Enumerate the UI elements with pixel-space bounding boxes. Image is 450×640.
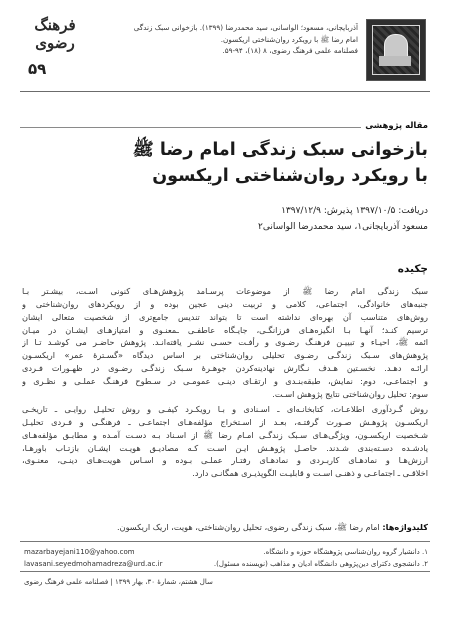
received-accepted-dates: دریافت: ۱۳۹۷/۱۰/۵ پذیرش: ۱۳۹۷/۱۲/۹ (281, 206, 428, 216)
abstract-line: اخلاقـی ـ اجتماعـی و ذهنـی اسـت و قابلیـت الگوپذیـری همگانـی دارد. (192, 468, 428, 479)
abstract-line: ارزش‌هـا و نمادهـای کاربـردی و نمادهـای رفتـار عملـی بـوده و اسـاس هویت‌هـای دینـی، معنـوی، (22, 455, 428, 466)
abstract-heading: چکیده (397, 263, 428, 275)
citation-line: امام رضا ﷺ با رویکرد روان‌شناختی اریکسون. (220, 34, 358, 44)
abstract-line: یادشـده دسـته‌بندی شـدند. حاصـل پژوهـش ایـن اسـت کـه مصادیـق هویـت ایشـان بازتـاب باورهـا، (22, 442, 428, 453)
dome-icon (384, 34, 408, 58)
footer-divider (20, 571, 430, 572)
abstract-line: اریکسـون پژوهـش صـورت گرفتـه، بعـد از اسـتخراج مؤلفه‌هـای اجتماعـی ـ فرهنگـی و فـردی تحلیـل (22, 416, 428, 427)
article-type-divider (20, 127, 392, 128)
author-list: مسعود آذربایجانی۱، سید محمدرضا الواسانی۲ (257, 222, 428, 232)
abstract-line: ائمه ﷺ، احیـاء و تبییـن فرهنـگ رضـوی و رأفـت حسـی نشـر یافته‌انـد. پژوهش حاضـر می کوشـد تـا از (22, 337, 428, 348)
abstract-line: سوم: تحلیل روان‌شناختی نتایج پژوهش اسـت. (272, 388, 428, 399)
keywords (22, 522, 428, 535)
abstract-line: شـخصیت اریکسـون، ویژگی‌هـای سـبک زندگـی امـام رضا ﷺ از اسـناد بـه دسـت آمـده و مطابـق مؤلفه‌هـای (22, 429, 428, 440)
citation-block (108, 22, 358, 57)
page-number: ۵۹ (28, 60, 47, 78)
footnote-1: ۱. دانشیار گروه روان‌شناسی پژوهشگاه حوزه و دانشگاه. (263, 548, 428, 556)
shrine-base-icon (379, 56, 411, 66)
article-title-line2: با رویکرد روان‌شناختی اریکسون (152, 166, 428, 186)
abstract-line: ارائـه دهـد. نخسـتین هـدف نـگارش نهادینه‌کردن جوهـرهٔ سـبک زندگـی رضـوی در ظهـورات فـردی (22, 363, 428, 374)
citation-line: فصلنامه علمی فرهنگ رضوی، ۸ (۱۸)، ۹۴-۵۹. (222, 46, 358, 55)
citation-line: آذربایجانی، مسعود؛ الواسانی، سید محمدرضا (۱۳۹۹). بازخوانی سبک زندگی (133, 23, 358, 32)
journal-logo: فرهنگ رضوی (34, 16, 76, 52)
abstract-paragraph-2 (22, 403, 428, 480)
footnote-2-email[interactable]: lavasani.seyedmohamadreza@urd.ac.ir (24, 560, 163, 568)
abstract-line: سبک زندگی امام رضا ﷺ از موضوعات پرسـامد پژوهش‌هـای کنونی اسـت، بیشـتر بـا (22, 286, 428, 296)
footnote-2: ۲. دانشجوی دکترای دین‌پژوهی دانشگاه ادیان و مذاهب (نویسنده مسئول). (213, 560, 428, 568)
footnote-1-email[interactable]: mazarbayejani110@yahoo.com (24, 548, 135, 556)
header-divider (20, 91, 430, 92)
keywords-list: امام رضا ﷺ، سبک زندگی رضوی، تحلیل روان‌شناختی، هویت، اریک اریکسون. (116, 522, 380, 532)
abstract-line: ترسیم کنـد؛ آنهـا بـا انگیزه‌هـای فرزانگـی، جایـگاه عاطفـی ـمعنـوی و امتیازهـای ایشـان در میـان (22, 324, 428, 335)
journal-footer: سال هشتم، شمارهٔ ۳۰، بهار ۱۳۹۹ | فصلنامه علمی فرهنگ رضوی (24, 578, 213, 586)
article-title-line1: بازخوانی سبک زندگی امام رضا ﷺ (132, 140, 428, 160)
abstract-line: روش گـردآوری اطلاعـات، کتابخانـه‌ای ـ اسـنادی و بـا رویکـرد کیفـی و روش تحلیـل روایـی ـ تاریخـی (22, 404, 428, 414)
abstract-line: پژوهش‌های سـبک زندگـی رضـوی تحلیلی روان‌شناختی بر اساس دیدگاه «گسـترهٔ عمر» اریکسـون (22, 350, 428, 361)
abstract-line: روش‌های متناسب آن بهره‌ای نداشته است تا بتواند تندیس جامع‌تری از شخصیت متعالی ایشان (22, 311, 428, 322)
abstract-paragraph-1 (22, 285, 428, 401)
article-type-label: مقاله پژوهشی (361, 121, 428, 131)
footnote-divider (20, 541, 430, 542)
shrine-emblem-image (366, 19, 426, 81)
keywords-label: کلیدواژه‌ها: (382, 522, 428, 532)
abstract-line: و اجتماعـی، دوم: نمایش، طبقه‌بنـدی و ارتقـای دینـی عمومـی در سـطوح فرهنـگ عملـی و نظـری و (22, 375, 428, 386)
abstract-line: جنبه‌های خانوادگی، اجتماعی، کلامی و تربیت دینی عجین بوده و از رویکردهای روان‌شناختی و (22, 298, 428, 309)
